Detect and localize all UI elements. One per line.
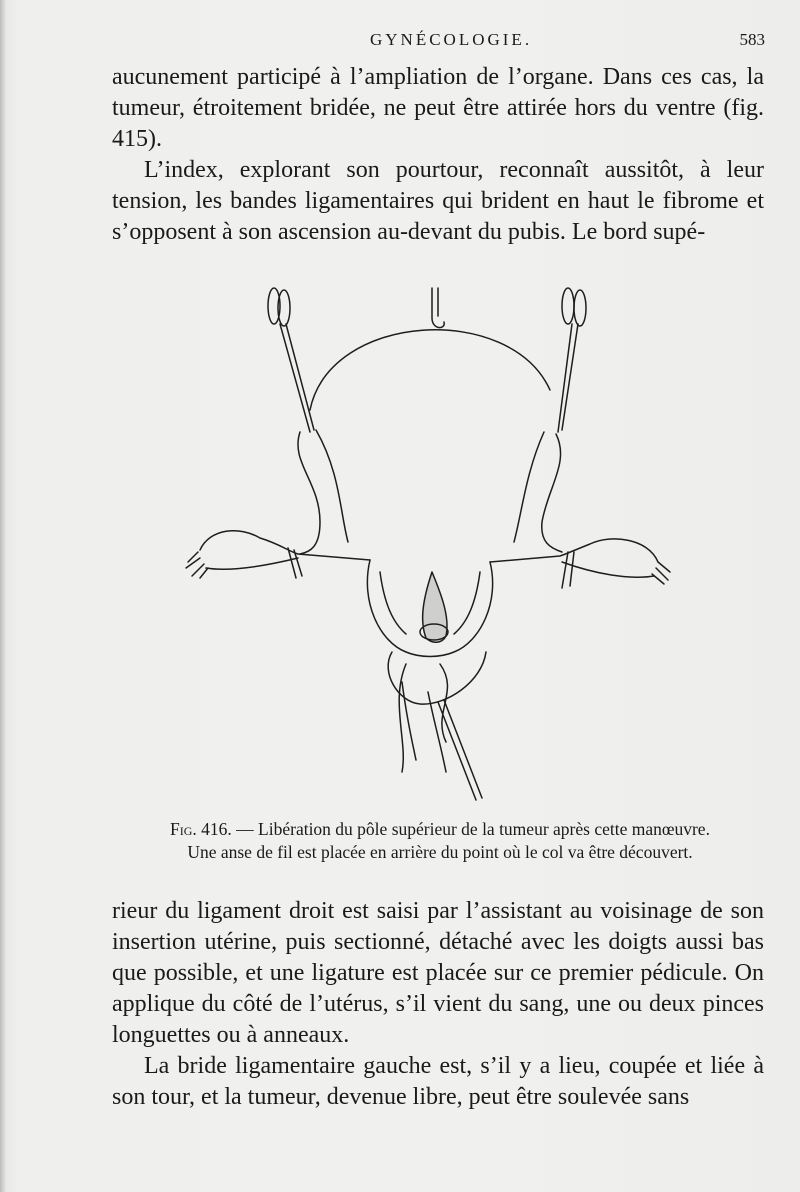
figure-416 — [170, 272, 690, 812]
surgical-illustration — [170, 272, 690, 812]
paragraph-continued: rieur du ligament droit est saisi par l’assistant au voisinage de son insertion utérine, puis sectionné, détaché avec les doigts aussi bas que possible, et une ligature est placée sur ce premier pédicule. On applique du côté de l’utérus, s’il vient du sang, une ou deux pinces longuettes ou à anneaux. — [112, 898, 764, 1048]
right-adnexa — [490, 539, 670, 588]
caption-line-2: Une anse de fil est placée en arrière du point où le col va être découvert. — [187, 842, 693, 862]
running-head: GYNÉCOLOGIE. — [370, 30, 533, 49]
incision-cone — [423, 572, 447, 642]
retractor-hook — [432, 288, 444, 328]
caption-text-1: — Libération du pôle supérieur de la tumeur après cette manœuvre. — [236, 819, 710, 839]
right-forceps — [558, 288, 586, 432]
cervix-region — [388, 652, 486, 704]
suture-loop — [310, 330, 550, 410]
page-gutter-shadow — [0, 0, 6, 1192]
figure-label: Fig. 416. — [170, 819, 232, 839]
left-adnexa — [186, 531, 370, 578]
body-text-bottom — [112, 896, 764, 1113]
left-forceps — [268, 288, 314, 432]
suture-thread — [399, 664, 447, 772]
paragraph-continued: aucunement participé à l’ampliation de l’organe. Dans ces cas, la tumeur, étroitement bridée, ne peut être attirée hors du ventre (fig. 415). — [112, 64, 764, 152]
left-ligament — [298, 430, 348, 554]
paragraph: La bride ligamentaire gauche est, s’il y a lieu, coupée et liée à son tour, et la tumeur, devenue libre, peut être soulevée sans — [112, 1053, 764, 1110]
caption-line-1 — [116, 818, 764, 841]
paragraph: L’index, explorant son pourtour, reconnaît aussitôt, à leur tension, les bandes ligamentaires qui brident en haut le fibrome et s’opposent à son ascension au-devant du pubis. Le bord supé- — [112, 157, 764, 245]
lower-instrument — [438, 700, 482, 800]
page-number: 583 — [739, 30, 765, 49]
body-text-top — [112, 62, 764, 248]
page-header — [110, 30, 765, 56]
figure-caption — [116, 818, 764, 864]
right-ligament — [514, 432, 562, 552]
